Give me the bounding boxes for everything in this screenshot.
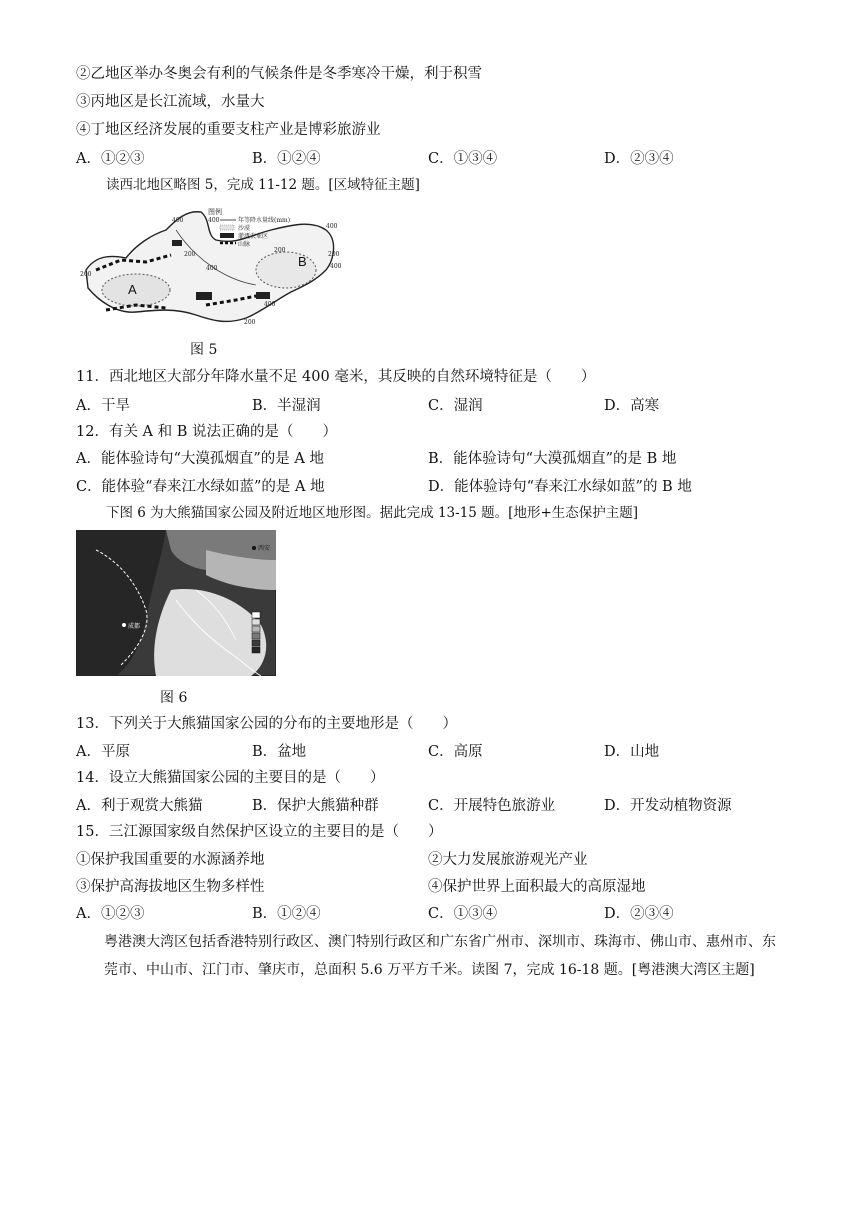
q14-option-a[interactable]: A．利于观赏大熊猫 <box>76 798 203 814</box>
q15-statement-4: ④保护世界上面积最大的高原湿地 <box>428 879 646 895</box>
legend-desert: 沙漠 <box>238 225 251 232</box>
label-xian: 西安 <box>258 545 271 552</box>
q14-option-b[interactable]: B．保护大熊猫种群 <box>252 798 379 814</box>
figure-5-caption: 图 5 <box>190 342 218 358</box>
irrigated-area-2 <box>256 292 270 299</box>
legend-irrigated: 灌溉农业区 <box>238 233 269 240</box>
q13-stem: 13．下列关于大熊猫国家公园的分布的主要地形是（ ） <box>76 716 457 732</box>
q12-option-b[interactable]: B．能体验诗句“大漠孤烟直”的是 B 地 <box>428 451 677 467</box>
q11-option-a[interactable]: A．干旱 <box>76 398 130 414</box>
iso-value: 400 <box>206 265 218 272</box>
iso-value: 200 <box>274 247 286 254</box>
q15-statement-3: ③保护高海拔地区生物多样性 <box>76 879 265 895</box>
q15-statement-1: ①保护我国重要的水源涵养地 <box>76 852 265 868</box>
label-b: B <box>298 254 307 269</box>
q11-stem: 11．西北地区大部分年降水量不足 400 毫米，其反映的自然环境特征是（ ） <box>76 369 596 385</box>
q14-option-d[interactable]: D．开发动植物资源 <box>604 798 732 814</box>
iso-value: 200 <box>184 251 196 258</box>
q10-option-d[interactable]: D．②③④ <box>604 151 674 167</box>
q13-option-a[interactable]: A．平原 <box>76 744 130 760</box>
legend-400: 400 <box>208 217 220 224</box>
irrigated-area-3 <box>172 240 182 246</box>
q13-option-d[interactable]: D．山地 <box>604 744 660 760</box>
figure-6-caption: 图 6 <box>160 690 188 706</box>
intro-13-15: 下图 6 为大熊猫国家公园及附近地区地形图。据此完成 13-15 题。[地形+生态保护主题] <box>106 505 639 521</box>
iso-value: 200 <box>328 251 340 258</box>
q12-stem: 12．有关 A 和 B 说法正确的是（ ） <box>76 424 338 440</box>
q15-statement-2: ②大力发展旅游观光产业 <box>428 852 588 868</box>
iso-value: 400 <box>330 263 342 270</box>
q10-option-a[interactable]: A．①②③ <box>76 151 145 167</box>
iso-value: 200 <box>244 319 256 326</box>
q10-option-c[interactable]: C．①③④ <box>428 151 498 167</box>
q15-stem: 15．三江源国家级自然保护区设立的主要目的是（ ） <box>76 824 443 840</box>
figure-5-map <box>76 200 346 340</box>
intro-16-18-text: 粤港澳大湾区包括香港特别行政区、澳门特别行政区和广东省广州市、深圳市、珠海市、佛山市、惠州市、东莞市、中山市、江门市、肇庆市，总面积 5.6 万平方千米。读图 7，完成 16-18 题。[粤港澳大湾区主题] <box>104 934 776 978</box>
statement-3: ③丙地区是长江流域，水量大 <box>76 94 265 110</box>
statement-2: ②乙地区举办冬奥会有利的气候条件是冬季寒冷干燥，利于积雪 <box>76 66 482 82</box>
iso-value: 200 <box>80 271 92 278</box>
q14-stem: 14．设立大熊猫国家公园的主要目的是（ ） <box>76 770 385 786</box>
q11-option-c[interactable]: C．湿润 <box>428 398 483 414</box>
q11-option-d[interactable]: D．高寒 <box>604 398 660 414</box>
figure-6-map <box>76 530 276 676</box>
label-a: A <box>128 282 137 297</box>
q12-option-a[interactable]: A．能体验诗句“大漠孤烟直”的是 A 地 <box>76 451 324 467</box>
q15-option-d[interactable]: D．②③④ <box>604 906 674 922</box>
label-chengdu: 成都 <box>128 623 141 630</box>
legend-isohyet: 年等降水量线(mm) <box>238 217 291 224</box>
q15-option-b[interactable]: B．①②④ <box>252 906 321 922</box>
q12-option-d[interactable]: D．能体验诗句“春来江水绿如蓝”的 B 地 <box>428 479 692 495</box>
q13-option-c[interactable]: C．高原 <box>428 744 483 760</box>
q15-option-c[interactable]: C．①③④ <box>428 906 498 922</box>
statement-4: ④丁地区经济发展的重要支柱产业是博彩旅游业 <box>76 122 381 138</box>
irrigated-area-1 <box>196 292 212 300</box>
iso-value: 400 <box>172 217 184 224</box>
q14-option-c[interactable]: C．开展特色旅游业 <box>428 798 556 814</box>
q12-option-c[interactable]: C．能体验“春来江水绿如蓝”的是 A 地 <box>76 479 325 495</box>
intro-11-12: 读西北地区略图 5，完成 11-12 题。[区域特征主题] <box>106 177 420 193</box>
iso-value: 400 <box>264 301 276 308</box>
desert-b <box>256 252 316 288</box>
q10-option-b[interactable]: B．①②④ <box>252 151 321 167</box>
legend-title: 图例 <box>208 208 222 216</box>
iso-value: 400 <box>326 223 338 230</box>
intro-16-18 <box>76 928 788 984</box>
q11-option-b[interactable]: B．半湿润 <box>252 398 321 414</box>
legend-mountain: 山脉 <box>238 241 251 248</box>
q15-option-a[interactable]: A．①②③ <box>76 906 145 922</box>
q13-option-b[interactable]: B．盆地 <box>252 744 307 760</box>
